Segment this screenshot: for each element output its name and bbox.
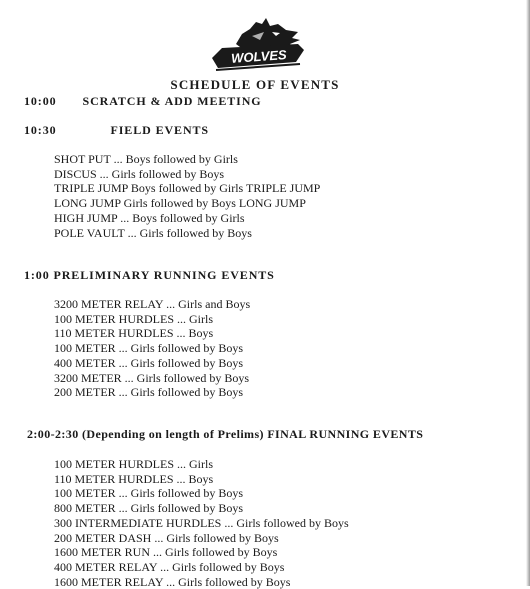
logo-wordmark: WOLVES bbox=[230, 47, 288, 66]
section-time: 1:00 bbox=[24, 268, 50, 282]
list-item: 100 METER ... Girls followed by Boys bbox=[54, 486, 243, 501]
section-time: 2:00-2:30 bbox=[27, 427, 79, 441]
section-heading-field-events bbox=[24, 123, 209, 138]
list-item: 100 METER ... Girls followed by Boys bbox=[54, 341, 243, 356]
section-label: FIELD EVENTS bbox=[110, 123, 209, 137]
list-item: 800 METER ... Girls followed by Boys bbox=[54, 501, 243, 516]
section-label: SCRATCH & ADD MEETING bbox=[82, 94, 262, 108]
field-events-list bbox=[54, 152, 320, 240]
section-time: 10:30 bbox=[24, 123, 57, 137]
section-heading-finals bbox=[27, 427, 423, 442]
list-item: 400 METER ... Girls followed by Boys bbox=[54, 355, 243, 370]
final-events-list bbox=[54, 457, 349, 589]
list-item: 200 METER ... Girls followed by Boys bbox=[54, 385, 243, 400]
list-item: 100 METER HURDLES ... Girls bbox=[54, 311, 213, 326]
page-title: SCHEDULE OF EVENTS bbox=[170, 77, 340, 92]
list-item: POLE VAULT ... Girls followed by Boys bbox=[54, 225, 252, 240]
list-item: 3200 METER ... Girls followed by Boys bbox=[54, 370, 249, 385]
list-item: 200 METER DASH ... Girls followed by Boys bbox=[54, 530, 279, 545]
list-item: DISCUS ... Girls followed by Boys bbox=[54, 166, 225, 181]
section-time: 10:00 bbox=[24, 94, 57, 108]
list-item: 300 INTERMEDIATE HURDLES ... Girls followed by Boys bbox=[54, 515, 349, 530]
list-item: TRIPLE JUMP Boys followed by Girls TRIPLE JUMP bbox=[54, 181, 321, 196]
list-item: 3200 METER RELAY ... Girls and Boys bbox=[54, 297, 251, 311]
section-label: (Depending on length of Prelims) FINAL RUNNING EVENTS bbox=[82, 427, 424, 441]
page-edge-shadow bbox=[526, 0, 530, 586]
list-item: 1600 METER RELAY ... Girls followed by Boys bbox=[54, 574, 291, 589]
list-item: 400 METER RELAY ... Girls followed by Boys bbox=[54, 559, 285, 574]
wolves-logo bbox=[206, 14, 306, 76]
section-heading-scratch bbox=[24, 94, 262, 109]
section-heading-preliminary bbox=[24, 268, 275, 283]
list-item: 1600 METER RUN ... Girls followed by Boys bbox=[54, 545, 278, 560]
list-item: LONG JUMP Girls followed by Boys LONG JUMP bbox=[54, 196, 306, 211]
list-item: HIGH JUMP ... Boys followed by Girls bbox=[54, 210, 245, 225]
list-item: 100 METER HURDLES ... Girls bbox=[54, 457, 213, 471]
preliminary-events-list bbox=[54, 297, 250, 400]
list-item: 110 METER HURDLES ... Boys bbox=[54, 471, 214, 486]
section-label: PRELIMINARY RUNNING EVENTS bbox=[53, 268, 275, 282]
list-item: SHOT PUT ... Boys followed by Girls bbox=[54, 152, 238, 166]
list-item: 110 METER HURDLES ... Boys bbox=[54, 326, 214, 341]
